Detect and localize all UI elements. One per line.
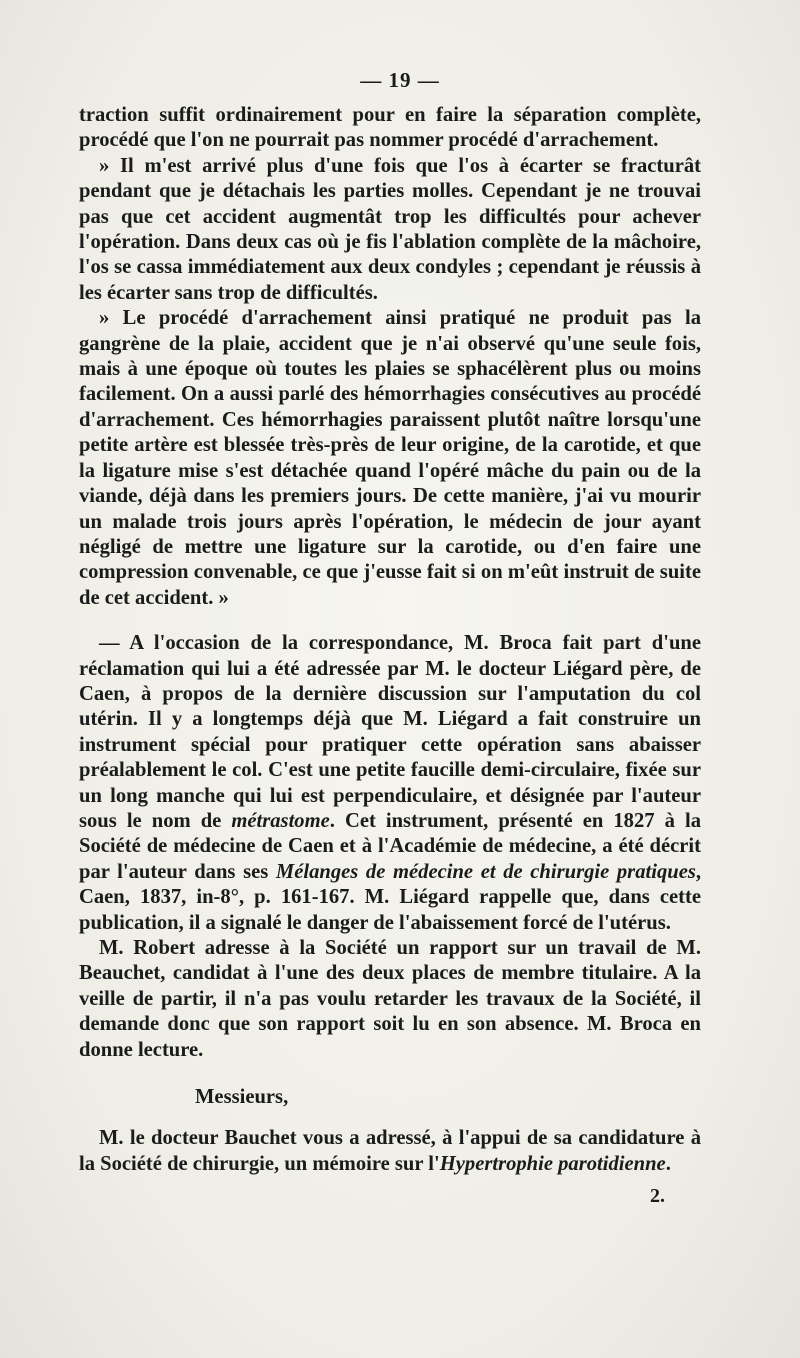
paragraph-4-text-c: , Caen, 1837, in-8°, p. 161-167. M. Liégard rappelle que, dans cette publication, il a signalé le danger de l'abaissement forcé de l'utérus. <box>79 860 702 934</box>
paragraph-4-text-b: . Cet instrument, présenté en 1827 à la Société de médecine de Caen et à l'Académie de médecine, a été décrit par l'auteur dans ses <box>79 809 701 883</box>
paragraph-6 <box>79 1126 701 1177</box>
paragraph-3: » Le procédé d'arrachement ainsi pratiqué ne produit pas la gangrène de la plaie, accident que je n'ai observé qu'une seule fois, mais à une époque où toutes les plaies se sphacélèrent plus ou moins facilement. On a aussi parlé des hémorrhagies consécutives au procédé d'arrachement. Ces hémorrhagies paraissent plutôt naître lorsqu'une petite artère est blessée très-près de leur origine, de la carotide, et que la ligature mise s'est détachée quand l'opéré mâche du pain ou de la viande, déjà dans les premiers jours. De cette manière, j'ai vu mourir un malade trois jours après l'opération, le médecin de jour ayant négligé de mettre une ligature sur la carotide, ou d'en faire une compression convenable, ce que j'eusse fait si on m'eût instruit de suite de cet accident. » <box>79 307 701 609</box>
book-title: Mélanges de médecine et de chirurgie pratiques <box>275 860 696 883</box>
page-number: — 19 — <box>360 68 440 92</box>
body-text <box>79 103 701 1177</box>
memoir-title: Hypertrophie parotidienne <box>439 1152 666 1175</box>
signature-mark: 2. <box>650 1185 665 1207</box>
paragraph-4-text-a: — A l'occasion de la correspondance, M. Broca fait part d'une réclamation qui lui a été adressée par M. le docteur Liégard père, de Caen, à propos de la dernière discussion sur l'amputation du col utérin. Il y a longtemps déjà que M. Liégard a fait construire un instrument spécial pour pratiquer cette opération sans abaisser préalablement le col. C'est une petite faucille demi-circulaire, fixée sur un long manche qui lui est perpendiculaire, et désignée par l'auteur sous le nom de <box>79 632 701 832</box>
paragraph-1: traction suffit ordinairement pour en faire la séparation complète, procédé que l'on ne pourrait pas nommer procédé d'arrachement. <box>79 104 701 152</box>
paragraph-5: M. Robert adresse à la Société un rapport sur un travail de M. Beauchet, candidat à l'une des deux places de membre titulaire. A la veille de partir, il n'a pas voulu retarder les travaux de la Société, il demande donc que son rapport soit lu en son absence. M. Broca en donne lecture. <box>79 937 701 1061</box>
term-metrastome: métrastome <box>231 809 330 832</box>
paragraph-4 <box>79 631 701 936</box>
salutation: Messieurs, <box>195 1086 289 1109</box>
paragraph-6-text-a: M. le docteur Bauchet vous a adressé, à l'appui de sa candidature à la Société de chirurgie, un mémoire sur l' <box>79 1127 701 1175</box>
paragraph-2: » Il m'est arrivé plus d'une fois que l'os à écarter se fracturât pendant que je détachais les parties molles. Cependant je ne trouvai pas que cet accident augmentât trop les difficultés pour achever l'opération. Dans deux cas où je fis l'ablation complète de la mâchoire, l'os se cassa immédiatement aux deux condyles ; cependant je réussis à les écarter sans trop de difficultés. <box>79 154 701 304</box>
paragraph-6-text-b: . <box>665 1152 671 1175</box>
